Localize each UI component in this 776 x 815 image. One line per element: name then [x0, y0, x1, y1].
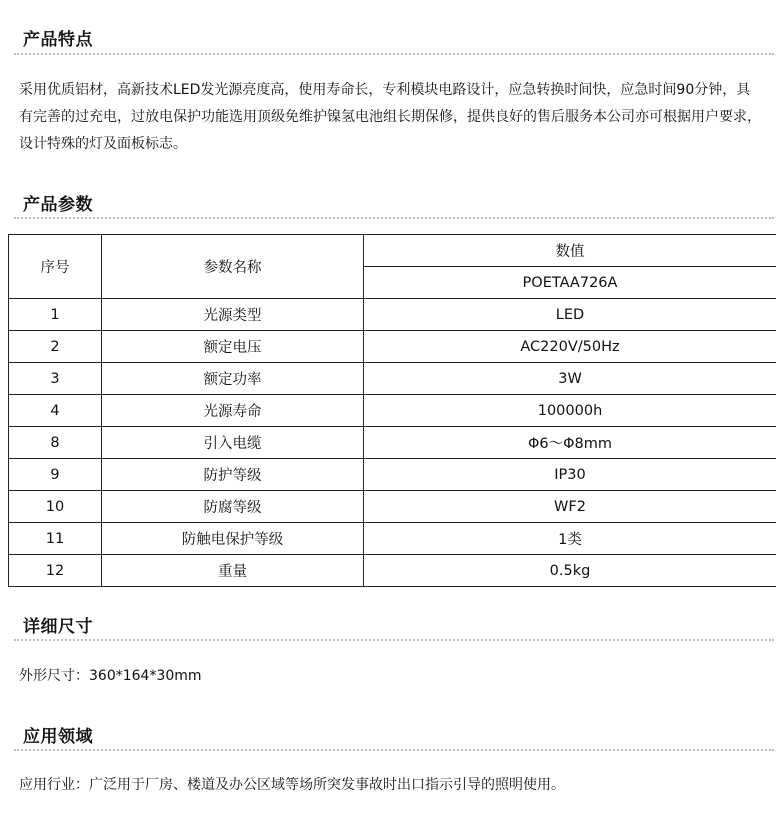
applications-title: 应用领域	[23, 727, 93, 747]
row-param-value: AC220V/50Hz	[364, 331, 776, 363]
header-model: POETAA726A	[364, 267, 776, 299]
table-row	[9, 299, 776, 331]
params-table	[8, 234, 776, 587]
features-text: 采用优质铝材，高新技术LED发光源亮度高，使用寿命长，专利模块电路设计，应急转换时间快，应急时间90分钟，具有完善的过充电，过放电保护功能选用顶级免维护镍氢电池组长期保修，提供良好的售后服务本公司亦可根据用户要求，设计特殊的灯及面板标志。	[19, 82, 761, 152]
dimensions-divider	[14, 639, 774, 641]
row-param-value: 1类	[364, 523, 776, 555]
row-param-name: 额定电压	[102, 331, 364, 363]
table-row	[9, 331, 776, 363]
row-param-name: 额定功率	[102, 363, 364, 395]
features-title: 产品特点	[23, 30, 93, 50]
row-param-value: Φ6～Φ8mm	[364, 427, 776, 459]
row-index: 8	[9, 427, 102, 459]
row-index: 9	[9, 459, 102, 491]
row-param-name: 引入电缆	[102, 427, 364, 459]
header-value: 数值	[364, 235, 776, 267]
table-row	[9, 363, 776, 395]
row-param-name: 防护等级	[102, 459, 364, 491]
features-divider	[14, 53, 774, 55]
params-title: 产品参数	[23, 195, 93, 215]
row-param-name: 防腐等级	[102, 491, 364, 523]
row-index: 4	[9, 395, 102, 427]
row-param-value: IP30	[364, 459, 776, 491]
table-row	[9, 491, 776, 523]
table-row	[9, 427, 776, 459]
row-param-value: LED	[364, 299, 776, 331]
header-param-name: 参数名称	[102, 235, 364, 299]
row-index: 1	[9, 299, 102, 331]
row-index: 10	[9, 491, 102, 523]
row-param-name: 重量	[102, 555, 364, 587]
header-index: 序号	[9, 235, 102, 299]
dimensions-title: 详细尺寸	[23, 617, 93, 637]
table-row	[9, 523, 776, 555]
applications-divider	[14, 749, 774, 751]
table-row	[9, 395, 776, 427]
row-param-name: 光源类型	[102, 299, 364, 331]
row-param-value: 100000h	[364, 395, 776, 427]
row-param-name: 光源寿命	[102, 395, 364, 427]
row-param-value: 3W	[364, 363, 776, 395]
table-header-row	[9, 235, 776, 267]
row-param-value: WF2	[364, 491, 776, 523]
row-param-value: 0.5kg	[364, 555, 776, 587]
row-index: 2	[9, 331, 102, 363]
row-param-name: 防触电保护等级	[102, 523, 364, 555]
table-row	[9, 459, 776, 491]
row-index: 3	[9, 363, 102, 395]
applications-text: 应用行业：广泛用于厂房、楼道及办公区域等场所突发事故时出口指示引导的照明使用。	[19, 777, 565, 793]
table-row	[9, 555, 776, 587]
params-divider	[14, 217, 774, 219]
row-index: 11	[9, 523, 102, 555]
dimensions-text: 外形尺寸：360*164*30mm	[19, 668, 202, 684]
row-index: 12	[9, 555, 102, 587]
